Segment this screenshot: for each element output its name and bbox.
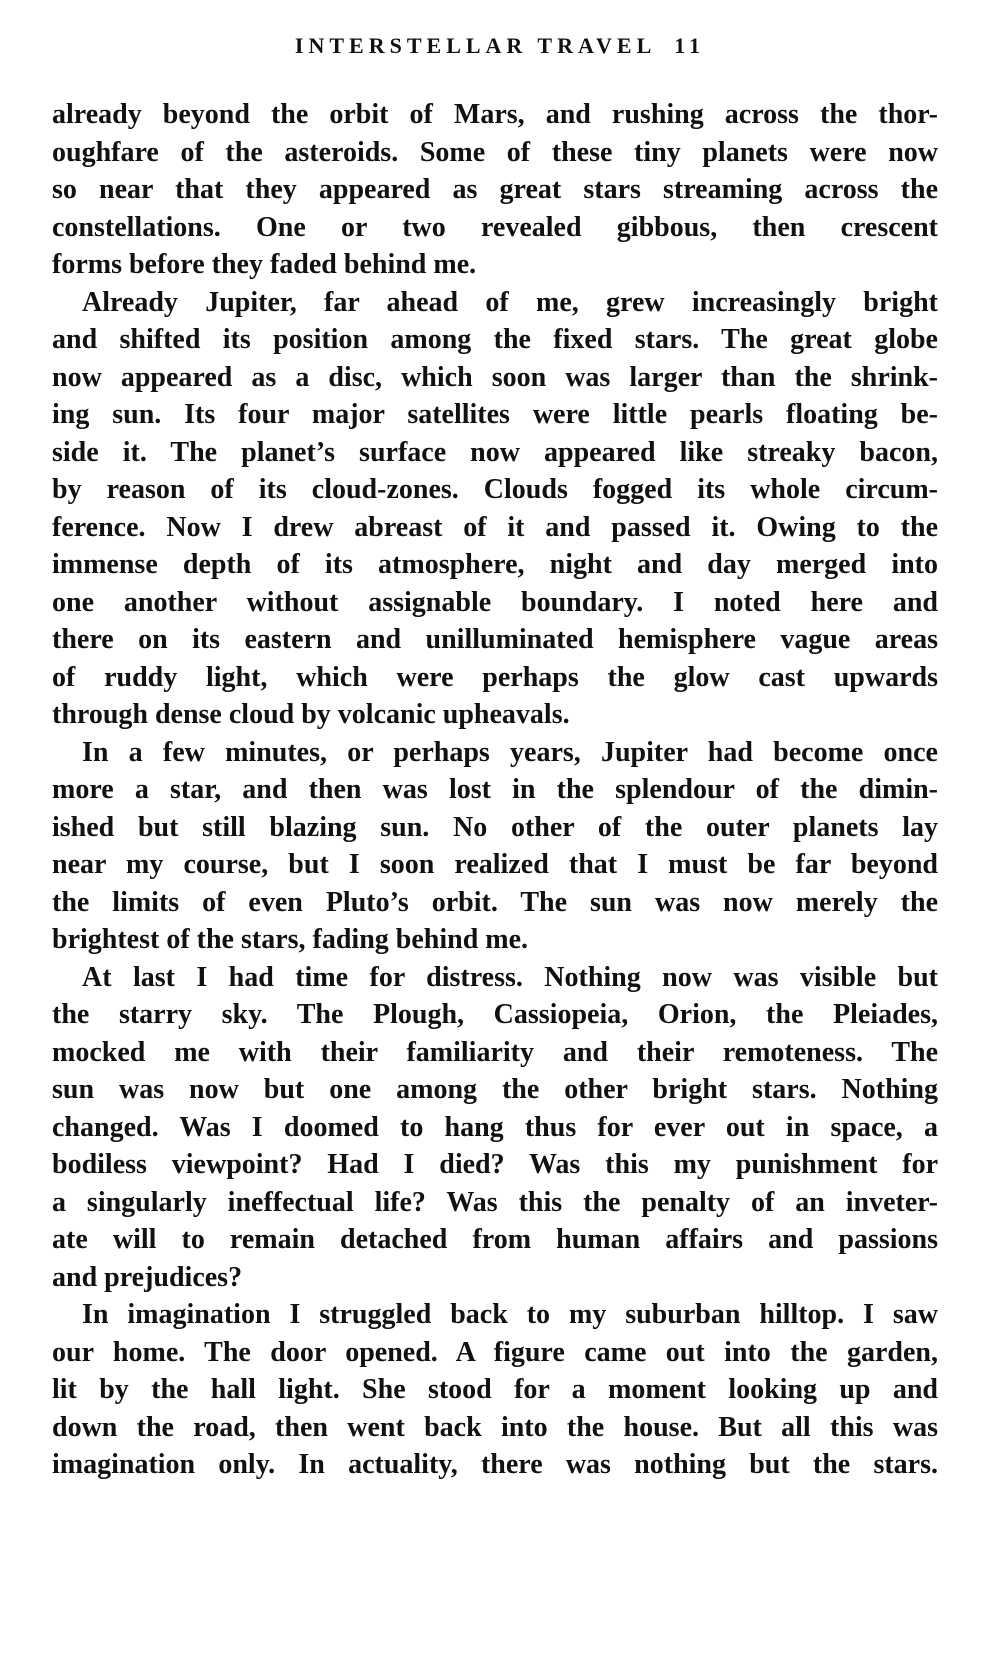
text-line: changed. Was I doomed to hang thus for ever out in space, a: [52, 1111, 938, 1143]
chapter-title: INTERSTELLAR TRAVEL: [294, 33, 657, 58]
text-line: the starry sky. The Plough, Cassiopeia, Orion, the Pleiades,: [52, 999, 938, 1030]
text-line: In imagination I struggled back to my suburban hilltop. I saw: [82, 1299, 938, 1330]
text-line: immense depth of its atmosphere, night and day merged into: [52, 549, 938, 580]
text-line: by reason of its cloud-zones. Clouds fogged its whole circum-: [52, 474, 938, 505]
text-line: At last I had time for distress. Nothing now was visible but: [82, 961, 938, 993]
body-text: [52, 96, 938, 1484]
text-line: ing sun. Its four major satellites were little pearls floating be-: [52, 399, 938, 430]
text-line: so near that they appeared as great stars streaming across the: [52, 174, 938, 205]
text-line: down the road, then went back into the house. But all this was: [52, 1411, 938, 1443]
text-line: ate will to remain detached from human affairs and passions: [52, 1224, 938, 1255]
page-number: 11: [674, 33, 706, 58]
text-line: through dense cloud by volcanic upheavals.: [52, 699, 570, 730]
text-line: a singularly ineffectual life? Was this the penalty of an inveter-: [52, 1186, 938, 1218]
running-head: [0, 31, 1000, 61]
text-line: ference. Now I drew abreast of it and passed it. Owing to the: [52, 511, 938, 543]
text-line: of ruddy light, which were perhaps the glow cast upwards: [52, 661, 938, 693]
text-line: lit by the hall light. She stood for a moment looking up and: [52, 1374, 938, 1405]
text-line: forms before they faded behind me.: [52, 249, 477, 280]
text-line: the limits of even Pluto’s orbit. The sun was now merely the: [52, 886, 938, 918]
text-line: our home. The door opened. A figure came out into the garden,: [52, 1336, 938, 1368]
text-line: and prejudices?: [52, 1261, 243, 1293]
text-line: and shifted its position among the fixed stars. The great globe: [52, 324, 938, 355]
text-line: bodiless viewpoint? Had I died? Was this my punishment for: [52, 1149, 938, 1180]
text-line: brightest of the stars, fading behind me.: [52, 924, 529, 955]
text-line: oughfare of the asteroids. Some of these tiny planets were now: [52, 136, 938, 168]
text-line: ished but still blazing sun. No other of the outer planets lay: [52, 811, 938, 843]
text-line: already beyond the orbit of Mars, and rushing across the thor-: [52, 99, 938, 130]
text-line: mocked me with their familiarity and their remoteness. The: [52, 1036, 938, 1068]
text-line: Already Jupiter, far ahead of me, grew increasingly bright: [82, 286, 938, 318]
text-line: imagination only. In actuality, there was nothing but the stars.: [52, 1449, 938, 1480]
text-line: sun was now but one among the other bright stars. Nothing: [52, 1074, 938, 1105]
text-line: In a few minutes, or perhaps years, Jupiter had become once: [82, 736, 938, 768]
text-line: one another without assignable boundary. I noted here and: [52, 586, 938, 618]
text-line: side it. The planet’s surface now appeared like streaky bacon,: [52, 436, 938, 468]
text-line: there on its eastern and unilluminated hemisphere vague areas: [52, 624, 938, 655]
text-line: now appeared as a disc, which soon was larger than the shrink-: [52, 361, 938, 393]
text-line: constellations. One or two revealed gibbous, then crescent: [52, 211, 938, 243]
text-line: more a star, and then was lost in the splendour of the dimin-: [52, 774, 938, 805]
text-line: near my course, but I soon realized that I must be far beyond: [52, 849, 938, 880]
